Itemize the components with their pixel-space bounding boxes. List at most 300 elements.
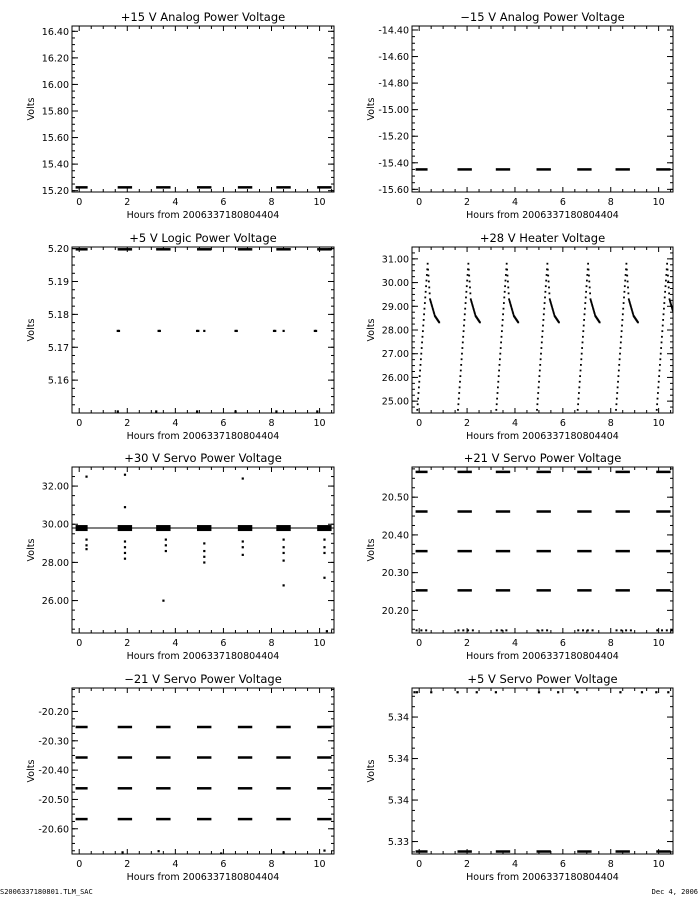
data-layer — [416, 472, 673, 631]
x-tick-label: 4 — [511, 859, 518, 870]
y-tick-label: 5.34 — [387, 754, 409, 766]
data-point — [465, 291, 467, 293]
data-point — [586, 285, 588, 287]
y-tick-label: 5.34 — [387, 712, 409, 724]
data-point — [542, 325, 544, 327]
y-tick-label: -20.40 — [38, 765, 69, 777]
data-point — [558, 321, 560, 323]
data-point — [498, 370, 500, 372]
data-point — [618, 375, 620, 377]
data-point — [619, 353, 621, 355]
x-tick-label: 2 — [124, 638, 131, 649]
y-tick-label: 20.50 — [381, 492, 409, 504]
y-tick-label: 27.00 — [381, 349, 409, 361]
data-point — [499, 364, 501, 366]
data-point — [165, 539, 167, 541]
data-point — [580, 370, 582, 372]
data-point — [662, 319, 664, 321]
chart-panel-4 — [366, 231, 680, 442]
data-layer — [76, 249, 332, 412]
data-point — [659, 358, 661, 360]
data-point — [584, 313, 586, 315]
data-point — [545, 285, 547, 287]
data-point — [469, 287, 471, 289]
x-tick-label: 0 — [416, 859, 423, 870]
data-point — [498, 375, 500, 377]
data-point — [657, 386, 659, 388]
data-point — [588, 281, 590, 283]
data-point — [496, 403, 498, 405]
data-point — [479, 321, 481, 323]
data-point — [283, 584, 285, 586]
x-tick-label: 6 — [220, 197, 227, 208]
data-point — [425, 291, 427, 293]
data-point — [624, 285, 626, 287]
y-tick-label: -15.20 — [378, 131, 409, 143]
data-point — [587, 263, 589, 265]
data-point — [283, 330, 285, 332]
data-point — [588, 269, 590, 271]
x-tick-label: 10 — [313, 638, 326, 649]
data-point — [620, 341, 622, 343]
data-point — [425, 629, 427, 631]
chart-title: +21 V Servo Power Voltage — [463, 451, 622, 465]
data-point — [676, 319, 678, 321]
data-point — [662, 325, 664, 327]
data-point — [165, 550, 167, 552]
data-point — [622, 313, 624, 315]
data-point — [536, 415, 538, 417]
data-point — [661, 336, 663, 338]
data-point — [582, 341, 584, 343]
data-point — [421, 341, 423, 343]
data-point — [507, 275, 509, 277]
y-tick-label: 16.40 — [41, 26, 69, 38]
y-tick-label: -20.60 — [38, 824, 69, 836]
x-tick-label: 4 — [172, 197, 179, 208]
data-point — [673, 315, 675, 317]
data-point — [197, 330, 199, 332]
data-point — [656, 409, 658, 411]
plot-frame — [72, 688, 334, 854]
y-tick-label: -15.40 — [378, 158, 409, 170]
x-axis-label: Hours from 2006337180804404 — [126, 431, 280, 442]
data-point — [159, 330, 161, 332]
data-point — [665, 274, 667, 276]
data-point — [620, 629, 622, 631]
x-tick-label: 0 — [76, 638, 83, 649]
data-point — [426, 274, 428, 276]
data-point — [666, 629, 668, 631]
data-point — [274, 330, 276, 332]
data-point — [468, 275, 470, 277]
data-point — [503, 302, 505, 304]
plot-frame — [412, 688, 673, 854]
data-point — [667, 269, 669, 271]
data-point — [664, 291, 666, 293]
data-point — [501, 629, 503, 631]
data-point — [466, 285, 468, 287]
data-point — [557, 691, 559, 693]
x-tick-label: 0 — [416, 638, 423, 649]
data-point — [658, 381, 660, 383]
data-point — [463, 330, 465, 332]
x-tick-label: 6 — [220, 859, 227, 870]
data-point — [456, 691, 458, 693]
data-point — [675, 318, 677, 320]
data-point — [503, 308, 505, 310]
data-point — [463, 319, 465, 321]
data-point — [584, 308, 586, 310]
x-tick-label: 6 — [220, 418, 227, 429]
data-point — [124, 546, 126, 548]
data-point — [464, 313, 466, 315]
data-point — [458, 392, 460, 394]
data-point — [537, 398, 539, 400]
data-point — [548, 287, 550, 289]
y-axis-label: Volts — [366, 97, 377, 121]
data-point — [438, 321, 440, 323]
data-point — [422, 330, 424, 332]
data-point — [506, 269, 508, 271]
data-point — [577, 409, 579, 411]
data-point — [538, 691, 540, 693]
data-point — [619, 691, 621, 693]
y-tick-label: 5.33 — [387, 837, 409, 849]
data-point — [660, 353, 662, 355]
x-tick-label: 4 — [511, 638, 518, 649]
x-axis-label: Hours from 2006337180804404 — [126, 651, 280, 662]
data-point — [472, 629, 474, 631]
data-point — [495, 415, 497, 417]
data-point — [617, 381, 619, 383]
y-axis-label: Volts — [26, 538, 37, 562]
data-point — [675, 317, 677, 319]
data-point — [546, 274, 548, 276]
data-point — [582, 330, 584, 332]
data-point — [457, 415, 459, 417]
y-axis-label: Volts — [26, 318, 37, 342]
x-tick-label: 10 — [652, 418, 665, 429]
data-point — [627, 287, 629, 289]
data-point — [417, 403, 419, 405]
y-tick-label: 30.00 — [381, 278, 409, 290]
data-point — [579, 375, 581, 377]
data-point — [420, 358, 422, 360]
chart-title: −21 V Servo Power Voltage — [124, 672, 282, 686]
data-point — [242, 554, 244, 556]
x-tick-label: 6 — [559, 197, 566, 208]
chart-panel-3 — [26, 231, 334, 442]
data-point — [465, 302, 467, 304]
data-point — [117, 410, 119, 412]
data-point — [503, 297, 505, 299]
data-point — [667, 275, 669, 277]
data-point — [548, 281, 550, 283]
data-point — [665, 280, 667, 282]
data-point — [420, 353, 422, 355]
chart-title: +30 V Servo Power Voltage — [124, 451, 282, 465]
data-point — [426, 280, 428, 282]
data-point — [678, 321, 680, 323]
x-tick-label: 8 — [268, 418, 275, 429]
data-point — [538, 386, 540, 388]
y-tick-label: 28.00 — [381, 325, 409, 337]
y-tick-label: -15.00 — [378, 105, 409, 117]
x-tick-label: 2 — [124, 418, 131, 429]
chart-title: +28 V Heater Voltage — [479, 231, 606, 245]
data-point — [162, 600, 164, 602]
data-point — [538, 381, 540, 383]
data-point — [505, 274, 507, 276]
data-point — [418, 392, 420, 394]
data-point — [626, 263, 628, 265]
data-point — [676, 319, 678, 321]
chart-panel-6 — [366, 451, 673, 662]
data-point — [542, 330, 544, 332]
data-point — [536, 409, 538, 411]
x-tick-label: 8 — [607, 418, 614, 429]
data-point — [619, 358, 621, 360]
data-point — [457, 403, 459, 405]
data-point — [497, 386, 499, 388]
data-point — [656, 403, 658, 405]
data-point — [628, 292, 630, 294]
data-point — [428, 281, 430, 283]
data-point — [667, 281, 669, 283]
y-tick-label: 26.00 — [381, 372, 409, 384]
data-point — [242, 477, 244, 479]
data-point — [416, 415, 418, 417]
chart-title: +5 V Logic Power Voltage — [129, 231, 277, 245]
data-point — [316, 410, 318, 412]
data-point — [417, 398, 419, 400]
data-point — [540, 353, 542, 355]
data-point — [677, 320, 679, 322]
data-point — [668, 292, 670, 294]
x-tick-label: 8 — [607, 859, 614, 870]
x-tick-label: 4 — [511, 418, 518, 429]
data-point — [620, 336, 622, 338]
footer-filename: S2006337180801.TLM_SAC — [0, 888, 93, 896]
data-point — [580, 358, 582, 360]
data-point — [540, 358, 542, 360]
data-point — [539, 375, 541, 377]
data-point — [427, 263, 429, 265]
y-tick-label: 20.40 — [381, 530, 409, 542]
data-point — [544, 297, 546, 299]
y-tick-label: 20.20 — [381, 605, 409, 617]
data-point — [425, 285, 427, 287]
chart-panel-2 — [366, 10, 673, 221]
y-tick-label: 29.00 — [381, 301, 409, 313]
data-point — [500, 341, 502, 343]
data-point — [507, 281, 509, 283]
x-tick-label: 2 — [464, 418, 471, 429]
data-point — [586, 274, 588, 276]
data-point — [617, 386, 619, 388]
data-point — [625, 274, 627, 276]
data-point — [469, 281, 471, 283]
x-tick-label: 4 — [511, 197, 518, 208]
data-point — [500, 347, 502, 349]
data-point — [580, 364, 582, 366]
data-point — [422, 336, 424, 338]
data-point — [203, 561, 205, 563]
y-tick-label: 26.00 — [41, 596, 69, 608]
data-point — [502, 313, 504, 315]
data-point — [457, 629, 459, 631]
x-tick-label: 10 — [313, 418, 326, 429]
x-tick-label: 0 — [76, 418, 83, 429]
data-point — [497, 381, 499, 383]
data-point — [615, 409, 617, 411]
data-point — [121, 851, 123, 853]
x-tick-label: 0 — [416, 197, 423, 208]
data-point — [577, 629, 579, 631]
data-point — [502, 319, 504, 321]
data-point — [467, 629, 469, 631]
data-point — [630, 629, 632, 631]
data-point — [657, 398, 659, 400]
data-point — [418, 381, 420, 383]
x-axis-label: Hours from 2006337180804404 — [126, 872, 280, 883]
x-tick-label: 2 — [124, 859, 131, 870]
data-point — [627, 281, 629, 283]
data-point — [234, 410, 236, 412]
data-point — [420, 364, 422, 366]
data-point — [668, 287, 670, 289]
y-tick-label: 15.40 — [41, 159, 69, 171]
data-point — [667, 691, 669, 693]
data-point — [599, 321, 601, 323]
data-point — [85, 476, 87, 478]
y-axis-label: Volts — [26, 759, 37, 783]
data-point — [165, 544, 167, 546]
y-tick-label: 31.00 — [381, 254, 409, 266]
data-point — [323, 546, 325, 548]
data-point — [578, 392, 580, 394]
y-axis-label: Volts — [366, 538, 377, 562]
data-point — [582, 629, 584, 631]
data-point — [124, 474, 126, 476]
y-tick-label: 25.00 — [381, 396, 409, 408]
data-point — [618, 364, 620, 366]
y-tick-label: 32.00 — [41, 481, 69, 493]
data-point — [671, 629, 673, 631]
data-point — [326, 630, 328, 632]
data-point — [655, 691, 657, 693]
x-tick-label: 6 — [220, 638, 227, 649]
data-point — [548, 292, 550, 294]
data-point — [659, 370, 661, 372]
y-tick-label: 5.34 — [387, 795, 409, 807]
data-point — [467, 263, 469, 265]
data-point — [618, 370, 620, 372]
data-point — [236, 330, 238, 332]
data-point — [579, 381, 581, 383]
data-point — [657, 392, 659, 394]
x-tick-label: 0 — [416, 418, 423, 429]
data-point — [323, 539, 325, 541]
data-point — [626, 275, 628, 277]
x-axis-label: Hours from 2006337180804404 — [466, 431, 619, 442]
y-tick-label: 5.16 — [47, 375, 69, 387]
y-tick-label: 15.20 — [41, 186, 69, 198]
data-point — [85, 544, 87, 546]
data-point — [626, 269, 628, 271]
data-point — [461, 358, 463, 360]
data-point — [576, 691, 578, 693]
data-point — [420, 629, 422, 631]
data-layer — [76, 727, 332, 855]
data-point — [468, 269, 470, 271]
x-tick-label: 6 — [559, 638, 566, 649]
data-point — [661, 330, 663, 332]
x-tick-label: 4 — [172, 859, 179, 870]
data-point — [541, 341, 543, 343]
data-point — [592, 629, 594, 631]
x-tick-label: 8 — [607, 197, 614, 208]
data-point — [464, 308, 466, 310]
x-tick-label: 2 — [464, 638, 471, 649]
x-tick-label: 10 — [652, 859, 665, 870]
data-point — [283, 539, 285, 541]
data-point — [583, 325, 585, 327]
y-tick-label: -14.60 — [378, 52, 409, 64]
data-point — [242, 540, 244, 542]
data-point — [283, 851, 285, 853]
x-tick-label: 4 — [172, 638, 179, 649]
x-tick-label: 8 — [268, 638, 275, 649]
data-point — [675, 317, 677, 319]
data-point — [577, 403, 579, 405]
data-point — [541, 336, 543, 338]
data-layer — [416, 263, 680, 417]
data-point — [124, 506, 126, 508]
y-tick-label: -15.60 — [378, 184, 409, 196]
data-point — [427, 269, 429, 271]
data-point — [547, 275, 549, 277]
data-point — [537, 629, 539, 631]
x-tick-label: 0 — [76, 197, 83, 208]
data-point — [419, 375, 421, 377]
data-point — [424, 297, 426, 299]
data-point — [578, 386, 580, 388]
data-point — [656, 629, 658, 631]
plot-frame — [412, 247, 673, 413]
data-point — [85, 539, 87, 541]
data-point — [467, 274, 469, 276]
chart-panel-5 — [26, 451, 334, 662]
x-tick-label: 0 — [76, 859, 83, 870]
data-point — [542, 319, 544, 321]
x-tick-label: 2 — [464, 859, 471, 870]
data-point — [582, 336, 584, 338]
data-point — [660, 347, 662, 349]
data-point — [506, 263, 508, 265]
footer-date: Dec 4, 2006 — [651, 888, 698, 896]
data-point — [663, 308, 665, 310]
data-point — [118, 330, 120, 332]
data-point — [416, 691, 418, 693]
x-axis-label: Hours from 2006337180804404 — [466, 651, 619, 662]
data-point — [621, 325, 623, 327]
y-tick-label: 15.80 — [41, 106, 69, 118]
data-point — [423, 313, 425, 315]
data-point — [616, 629, 618, 631]
data-point — [620, 347, 622, 349]
